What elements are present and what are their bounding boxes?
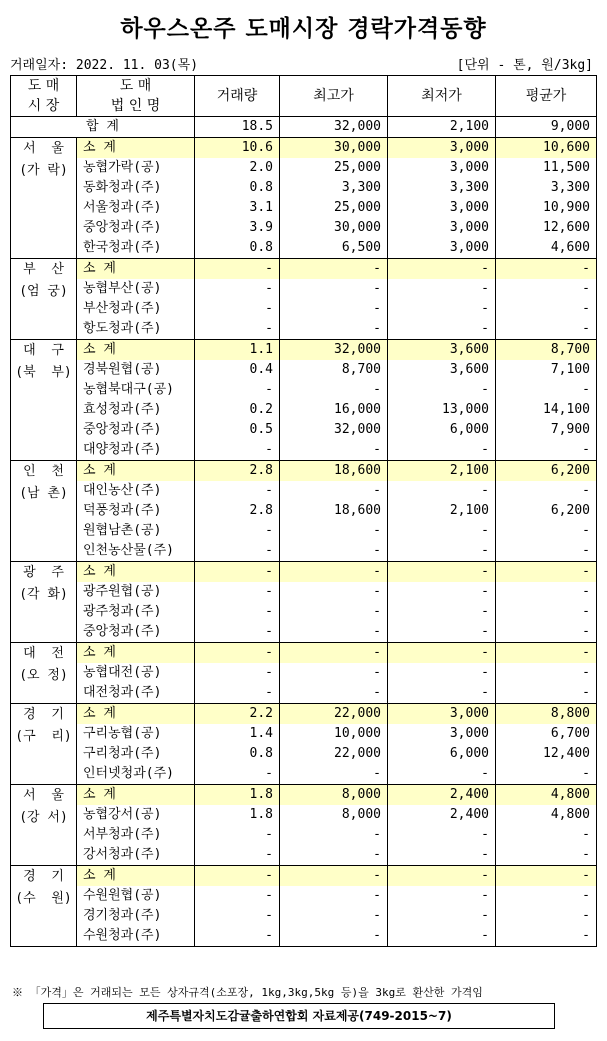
- header-market-line2: 시 장: [27, 98, 60, 114]
- max-price-cell: -: [280, 582, 388, 602]
- volume-cell: -: [195, 562, 280, 583]
- header-max: 최고가: [280, 76, 388, 117]
- source-footer: 제주특별자치도감귤출하연합회 자료제공(749-2015~7): [43, 1003, 555, 1029]
- corp-name: 한국청과(주): [77, 238, 195, 259]
- corp-name: 수원청과(주): [77, 926, 195, 947]
- avg-price-cell: -: [496, 481, 597, 501]
- min-price-cell: 3,000: [388, 238, 496, 259]
- corp-name: 중앙청과(주): [77, 622, 195, 643]
- min-price-cell: -: [388, 602, 496, 622]
- avg-price-cell: -: [496, 521, 597, 541]
- trade-date: 거래일자: 2022. 11. 03(목): [10, 58, 199, 73]
- volume-cell: -: [195, 541, 280, 562]
- min-price-cell: -: [388, 886, 496, 906]
- market-name: 인 천: [23, 464, 64, 479]
- avg-price-cell: -: [496, 279, 597, 299]
- corp-name: 부산청과(주): [77, 299, 195, 319]
- subtotal-row: [11, 138, 597, 159]
- min-price-cell: 3,000: [388, 158, 496, 178]
- total-label: 합 계: [11, 117, 195, 138]
- volume-cell: -: [195, 380, 280, 400]
- avg-price-cell: 3,300: [496, 178, 597, 198]
- header-market-line1: 도 매: [27, 78, 60, 94]
- max-price-cell: -: [280, 845, 388, 866]
- avg-price-cell: -: [496, 319, 597, 340]
- header-corp-line2: 법 인 명: [110, 98, 161, 114]
- table-row: [11, 319, 597, 340]
- total-max: 32,000: [280, 117, 388, 138]
- table-row: [11, 582, 597, 602]
- avg-price-cell: -: [496, 845, 597, 866]
- corp-name: 덕풍청과(주): [77, 501, 195, 521]
- avg-price-cell: -: [496, 866, 597, 887]
- corp-name: 수원원협(공): [77, 886, 195, 906]
- corp-name: 소 계: [77, 704, 195, 725]
- corp-name: 원협남촌(공): [77, 521, 195, 541]
- corp-name: 농협북대구(공): [77, 380, 195, 400]
- table-row: [11, 380, 597, 400]
- max-price-cell: -: [280, 866, 388, 887]
- avg-price-cell: -: [496, 299, 597, 319]
- max-price-cell: -: [280, 643, 388, 664]
- volume-cell: 2.2: [195, 704, 280, 725]
- subtotal-row: [11, 866, 597, 887]
- min-price-cell: 2,400: [388, 805, 496, 825]
- min-price-cell: -: [388, 380, 496, 400]
- max-price-cell: 32,000: [280, 340, 388, 361]
- corp-name: 소 계: [77, 562, 195, 583]
- corp-name: 효성청과(주): [77, 400, 195, 420]
- min-price-cell: 3,000: [388, 218, 496, 238]
- avg-price-cell: 4,800: [496, 785, 597, 806]
- max-price-cell: -: [280, 440, 388, 461]
- volume-cell: 1.4: [195, 724, 280, 744]
- volume-cell: 0.4: [195, 360, 280, 380]
- volume-cell: -: [195, 643, 280, 664]
- subtotal-row: [11, 340, 597, 361]
- corp-name: 중앙청과(주): [77, 218, 195, 238]
- volume-cell: -: [195, 845, 280, 866]
- max-price-cell: 30,000: [280, 218, 388, 238]
- avg-price-cell: 6,200: [496, 501, 597, 521]
- min-price-cell: 3,300: [388, 178, 496, 198]
- volume-cell: -: [195, 299, 280, 319]
- avg-price-cell: 12,400: [496, 744, 597, 764]
- market-name-cell: [11, 340, 77, 461]
- max-price-cell: -: [280, 663, 388, 683]
- avg-price-cell: 8,800: [496, 704, 597, 725]
- table-row: [11, 299, 597, 319]
- volume-cell: 10.6: [195, 138, 280, 159]
- min-price-cell: 3,000: [388, 138, 496, 159]
- table-row: [11, 663, 597, 683]
- volume-cell: 0.5: [195, 420, 280, 440]
- table-row: [11, 198, 597, 218]
- min-price-cell: -: [388, 845, 496, 866]
- volume-cell: 3.9: [195, 218, 280, 238]
- subtotal-row: [11, 704, 597, 725]
- min-price-cell: -: [388, 541, 496, 562]
- max-price-cell: -: [280, 521, 388, 541]
- max-price-cell: 25,000: [280, 198, 388, 218]
- volume-cell: -: [195, 663, 280, 683]
- max-price-cell: 30,000: [280, 138, 388, 159]
- avg-price-cell: 10,900: [496, 198, 597, 218]
- max-price-cell: -: [280, 906, 388, 926]
- max-price-cell: 16,000: [280, 400, 388, 420]
- market-name: 부 산: [23, 262, 64, 277]
- corp-name: 인터넷청과(주): [77, 764, 195, 785]
- min-price-cell: 6,000: [388, 744, 496, 764]
- max-price-cell: 8,000: [280, 785, 388, 806]
- max-price-cell: -: [280, 562, 388, 583]
- min-price-cell: -: [388, 825, 496, 845]
- avg-price-cell: 12,600: [496, 218, 597, 238]
- volume-cell: 1.8: [195, 785, 280, 806]
- max-price-cell: 22,000: [280, 704, 388, 725]
- avg-price-cell: -: [496, 764, 597, 785]
- volume-cell: -: [195, 440, 280, 461]
- min-price-cell: -: [388, 279, 496, 299]
- avg-price-cell: -: [496, 602, 597, 622]
- table-row: [11, 764, 597, 785]
- table-row: [11, 744, 597, 764]
- volume-cell: -: [195, 259, 280, 280]
- min-price-cell: -: [388, 866, 496, 887]
- market-name: 대 구: [23, 343, 64, 358]
- table-row: [11, 602, 597, 622]
- corp-name: 서부청과(주): [77, 825, 195, 845]
- volume-cell: -: [195, 764, 280, 785]
- total-row: [11, 117, 597, 138]
- max-price-cell: 3,300: [280, 178, 388, 198]
- volume-cell: 1.1: [195, 340, 280, 361]
- market-district: (오 정): [19, 668, 68, 683]
- min-price-cell: -: [388, 521, 496, 541]
- corp-name: 인천농산물(주): [77, 541, 195, 562]
- avg-price-cell: -: [496, 259, 597, 280]
- min-price-cell: -: [388, 582, 496, 602]
- table-row: [11, 178, 597, 198]
- min-price-cell: 6,000: [388, 420, 496, 440]
- volume-cell: 2.0: [195, 158, 280, 178]
- corp-name: 대인농산(주): [77, 481, 195, 501]
- max-price-cell: -: [280, 299, 388, 319]
- min-price-cell: 3,000: [388, 198, 496, 218]
- max-price-cell: 8,700: [280, 360, 388, 380]
- corp-name: 소 계: [77, 785, 195, 806]
- market-name: 경 기: [23, 707, 64, 722]
- max-price-cell: -: [280, 622, 388, 643]
- avg-price-cell: 7,900: [496, 420, 597, 440]
- header-avg: 평균가: [496, 76, 597, 117]
- subtotal-row: [11, 461, 597, 482]
- market-name-cell: [11, 643, 77, 704]
- market-name-cell: [11, 785, 77, 866]
- avg-price-cell: 4,800: [496, 805, 597, 825]
- max-price-cell: -: [280, 602, 388, 622]
- total-volume: 18.5: [195, 117, 280, 138]
- corp-name: 소 계: [77, 138, 195, 159]
- volume-cell: -: [195, 521, 280, 541]
- volume-cell: 0.2: [195, 400, 280, 420]
- corp-name: 강서청과(주): [77, 845, 195, 866]
- header-corp-line1: 도 매: [119, 78, 152, 94]
- corp-name: 구리청과(주): [77, 744, 195, 764]
- corp-name: 구리농협(공): [77, 724, 195, 744]
- market-district: (수 원): [15, 891, 72, 906]
- table-row: [11, 926, 597, 947]
- corp-name: 대양청과(주): [77, 440, 195, 461]
- table-body: [11, 117, 597, 947]
- market-name-cell: [11, 562, 77, 643]
- max-price-cell: 8,000: [280, 805, 388, 825]
- market-name-cell: [11, 704, 77, 785]
- table-row: [11, 420, 597, 440]
- corp-name: 소 계: [77, 340, 195, 361]
- corp-name: 대전청과(주): [77, 683, 195, 704]
- max-price-cell: 18,600: [280, 461, 388, 482]
- avg-price-cell: -: [496, 380, 597, 400]
- header-min: 최저가: [388, 76, 496, 117]
- max-price-cell: -: [280, 259, 388, 280]
- corp-name: 광주원협(공): [77, 582, 195, 602]
- corp-name: 소 계: [77, 866, 195, 887]
- table-row: [11, 622, 597, 643]
- volume-cell: -: [195, 683, 280, 704]
- max-price-cell: -: [280, 683, 388, 704]
- market-district: (가 락): [19, 163, 68, 178]
- table-row: [11, 845, 597, 866]
- unit-label: [단위 - 톤, 원/3kg]: [456, 58, 593, 73]
- corp-name: 농협대전(공): [77, 663, 195, 683]
- volume-cell: -: [195, 319, 280, 340]
- corp-name: 농협부산(공): [77, 279, 195, 299]
- table-row: [11, 683, 597, 704]
- corp-name: 농협가락(공): [77, 158, 195, 178]
- min-price-cell: -: [388, 319, 496, 340]
- table-row: [11, 440, 597, 461]
- price-table: [10, 75, 597, 947]
- min-price-cell: -: [388, 622, 496, 643]
- max-price-cell: -: [280, 886, 388, 906]
- subtotal-row: [11, 785, 597, 806]
- table-row: [11, 400, 597, 420]
- market-name-cell: [11, 259, 77, 340]
- min-price-cell: -: [388, 481, 496, 501]
- max-price-cell: 6,500: [280, 238, 388, 259]
- market-name: 광 주: [23, 565, 64, 580]
- market-district: (구 리): [15, 729, 72, 744]
- avg-price-cell: -: [496, 926, 597, 947]
- corp-name: 동화청과(주): [77, 178, 195, 198]
- market-district: (엄 궁): [19, 284, 68, 299]
- total-avg: 9,000: [496, 117, 597, 138]
- avg-price-cell: 8,700: [496, 340, 597, 361]
- table-row: [11, 805, 597, 825]
- max-price-cell: -: [280, 279, 388, 299]
- corp-name: 경북원협(공): [77, 360, 195, 380]
- avg-price-cell: 11,500: [496, 158, 597, 178]
- market-name-cell: [11, 866, 77, 947]
- volume-cell: 0.8: [195, 744, 280, 764]
- avg-price-cell: -: [496, 541, 597, 562]
- table-row: [11, 218, 597, 238]
- market-name-cell: [11, 461, 77, 562]
- max-price-cell: -: [280, 319, 388, 340]
- min-price-cell: -: [388, 906, 496, 926]
- avg-price-cell: -: [496, 825, 597, 845]
- table-row: [11, 906, 597, 926]
- corp-name: 농협강서(공): [77, 805, 195, 825]
- header-corp: [77, 76, 195, 117]
- avg-price-cell: -: [496, 906, 597, 926]
- max-price-cell: -: [280, 926, 388, 947]
- max-price-cell: 25,000: [280, 158, 388, 178]
- volume-cell: -: [195, 886, 280, 906]
- market-name: 경 기: [23, 869, 64, 884]
- min-price-cell: -: [388, 643, 496, 664]
- table-header-row: [11, 76, 597, 117]
- volume-cell: -: [195, 866, 280, 887]
- volume-cell: -: [195, 926, 280, 947]
- volume-cell: -: [195, 602, 280, 622]
- min-price-cell: -: [388, 440, 496, 461]
- table-row: [11, 501, 597, 521]
- table-row: [11, 724, 597, 744]
- avg-price-cell: -: [496, 622, 597, 643]
- min-price-cell: -: [388, 299, 496, 319]
- volume-cell: -: [195, 622, 280, 643]
- volume-cell: -: [195, 825, 280, 845]
- min-price-cell: -: [388, 663, 496, 683]
- volume-cell: 2.8: [195, 461, 280, 482]
- volume-cell: -: [195, 906, 280, 926]
- max-price-cell: -: [280, 825, 388, 845]
- volume-cell: 0.8: [195, 178, 280, 198]
- volume-cell: 3.1: [195, 198, 280, 218]
- min-price-cell: 3,600: [388, 360, 496, 380]
- header-volume: 거래량: [195, 76, 280, 117]
- max-price-cell: -: [280, 541, 388, 562]
- table-row: [11, 886, 597, 906]
- corp-name: 중앙청과(주): [77, 420, 195, 440]
- volume-cell: -: [195, 481, 280, 501]
- volume-cell: 2.8: [195, 501, 280, 521]
- table-row: [11, 521, 597, 541]
- min-price-cell: 3,600: [388, 340, 496, 361]
- header-market: [11, 76, 77, 117]
- subtotal-row: [11, 643, 597, 664]
- volume-cell: 0.8: [195, 238, 280, 259]
- avg-price-cell: 14,100: [496, 400, 597, 420]
- market-district: (강 서): [19, 810, 68, 825]
- corp-name: 서울청과(주): [77, 198, 195, 218]
- volume-cell: -: [195, 582, 280, 602]
- subtotal-row: [11, 562, 597, 583]
- table-row: [11, 158, 597, 178]
- subtotal-row: [11, 259, 597, 280]
- avg-price-cell: -: [496, 643, 597, 664]
- min-price-cell: -: [388, 562, 496, 583]
- min-price-cell: -: [388, 764, 496, 785]
- avg-price-cell: -: [496, 582, 597, 602]
- avg-price-cell: -: [496, 440, 597, 461]
- market-name-cell: [11, 138, 77, 259]
- corp-name: 소 계: [77, 259, 195, 280]
- market-name: 대 전: [23, 646, 64, 661]
- min-price-cell: 13,000: [388, 400, 496, 420]
- min-price-cell: -: [388, 926, 496, 947]
- table-row: [11, 825, 597, 845]
- volume-cell: -: [195, 279, 280, 299]
- price-note: ※ 「가격」은 거래되는 모든 상자규격(소포장, 1kg,3kg,5kg 등)을 3kg로 환산한 가격임: [12, 986, 483, 999]
- corp-name: 광주청과(주): [77, 602, 195, 622]
- market-name: 서 울: [23, 788, 64, 803]
- market-district: (북 부): [15, 365, 72, 380]
- min-price-cell: 3,000: [388, 724, 496, 744]
- max-price-cell: -: [280, 764, 388, 785]
- avg-price-cell: -: [496, 562, 597, 583]
- max-price-cell: 18,600: [280, 501, 388, 521]
- max-price-cell: -: [280, 380, 388, 400]
- table-row: [11, 360, 597, 380]
- market-district: (각 화): [19, 587, 68, 602]
- min-price-cell: 2,400: [388, 785, 496, 806]
- min-price-cell: -: [388, 259, 496, 280]
- min-price-cell: 3,000: [388, 704, 496, 725]
- avg-price-cell: -: [496, 683, 597, 704]
- min-price-cell: 2,100: [388, 461, 496, 482]
- table-row: [11, 279, 597, 299]
- avg-price-cell: 7,100: [496, 360, 597, 380]
- max-price-cell: 22,000: [280, 744, 388, 764]
- table-row: [11, 238, 597, 259]
- market-name: 서 울: [23, 141, 64, 156]
- max-price-cell: 32,000: [280, 420, 388, 440]
- max-price-cell: -: [280, 481, 388, 501]
- page-title: 하우스온주 도매시장 경락가격동향: [120, 16, 487, 42]
- corp-name: 소 계: [77, 461, 195, 482]
- market-district: (남 촌): [19, 486, 68, 501]
- table-row: [11, 541, 597, 562]
- avg-price-cell: 6,200: [496, 461, 597, 482]
- avg-price-cell: 10,600: [496, 138, 597, 159]
- table-row: [11, 481, 597, 501]
- avg-price-cell: 4,600: [496, 238, 597, 259]
- corp-name: 경기청과(주): [77, 906, 195, 926]
- total-min: 2,100: [388, 117, 496, 138]
- avg-price-cell: -: [496, 886, 597, 906]
- avg-price-cell: -: [496, 663, 597, 683]
- corp-name: 소 계: [77, 643, 195, 664]
- avg-price-cell: 6,700: [496, 724, 597, 744]
- max-price-cell: 10,000: [280, 724, 388, 744]
- volume-cell: 1.8: [195, 805, 280, 825]
- min-price-cell: -: [388, 683, 496, 704]
- corp-name: 항도청과(주): [77, 319, 195, 340]
- min-price-cell: 2,100: [388, 501, 496, 521]
